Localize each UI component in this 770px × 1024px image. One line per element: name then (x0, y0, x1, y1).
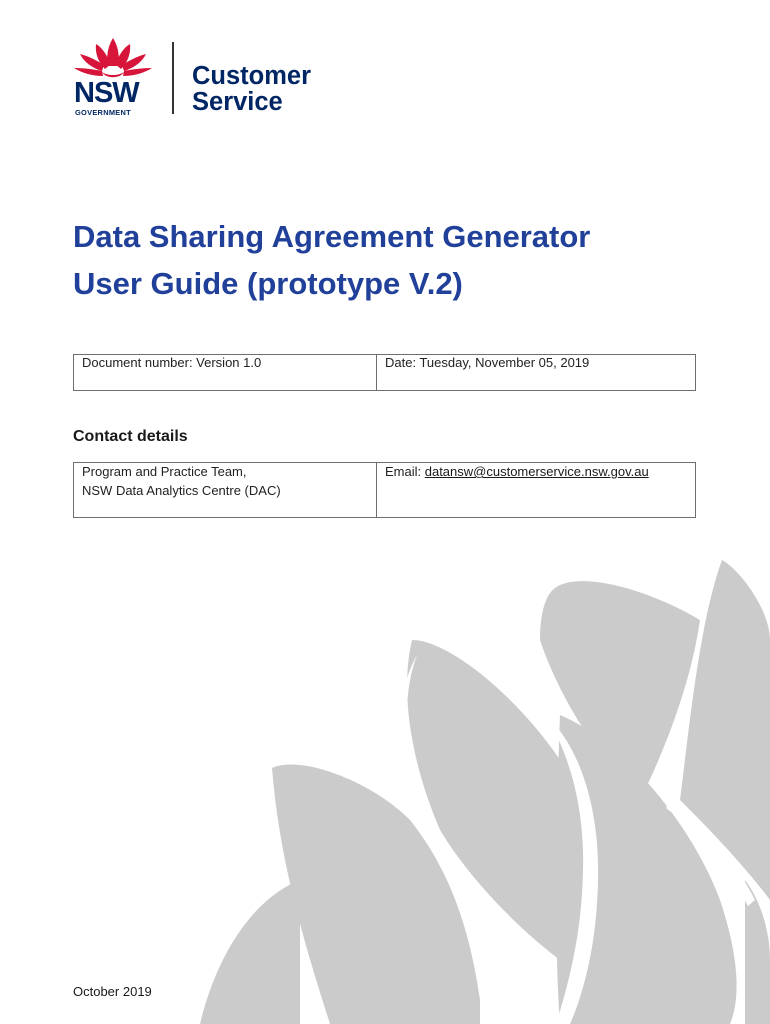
email-label: Email: (385, 464, 425, 479)
contact-details-table (73, 462, 696, 518)
email-link[interactable]: datansw@customerservice.nsw.gov.au (424, 464, 649, 479)
logo-divider (172, 42, 174, 114)
footer-date: October 2019 (73, 984, 152, 999)
document-date-cell: Date: Tuesday, November 05, 2019 (377, 355, 696, 391)
table-row (74, 463, 696, 518)
table-row (74, 355, 696, 391)
contact-details-heading: Contact details (73, 428, 188, 445)
document-title-line1: Data Sharing Agreement Generator (73, 219, 591, 254)
government-wordmark: GOVERNMENT (75, 108, 131, 117)
agency-name-line1: Customer (192, 62, 312, 90)
contact-team-line1: Program and Practice Team, (82, 464, 247, 479)
agency-name (192, 63, 311, 115)
nsw-wordmark: NSW (74, 77, 139, 109)
document-number-cell: Document number: Version 1.0 (74, 355, 377, 391)
contact-email-cell (377, 463, 696, 518)
document-meta-table (73, 354, 696, 391)
waratah-logo-icon (72, 36, 154, 82)
agency-name-line2: Service (192, 88, 283, 116)
document-title (73, 214, 723, 307)
document-title-line2: User Guide (prototype V.2) (73, 265, 463, 301)
contact-team-cell (74, 463, 377, 518)
contact-team-line2: NSW Data Analytics Centre (DAC) (82, 482, 281, 498)
nsw-customer-service-logo (72, 36, 342, 116)
